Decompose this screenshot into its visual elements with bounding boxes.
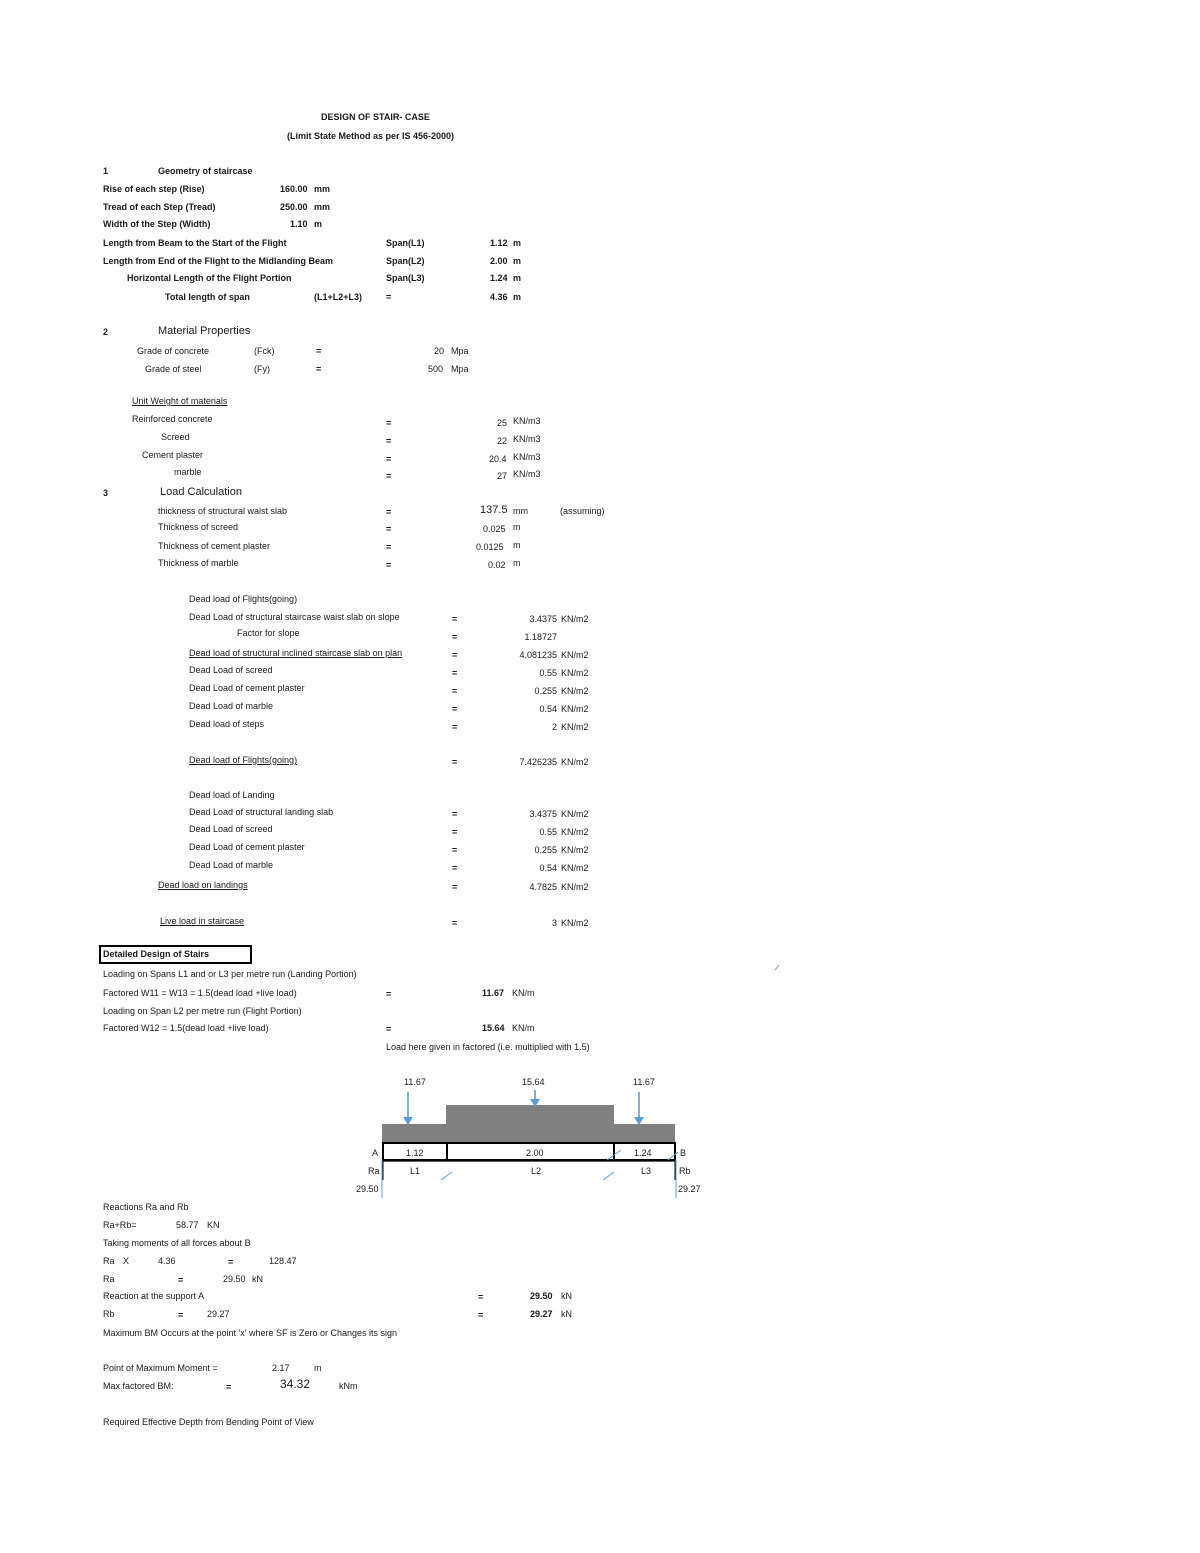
flight-total-value: 7.426235: [519, 757, 557, 767]
thk-screed-label: Thickness of screed: [158, 522, 239, 532]
span-value-2: 2.00: [526, 1148, 544, 1158]
landing-load-block-left: [382, 1124, 446, 1142]
ra-line-unit: kN: [252, 1274, 263, 1284]
flight-row-4-unit: KN/m2: [561, 668, 589, 678]
grade-steel-label: Grade of steel: [145, 364, 202, 374]
uw-marble-unit: KN/m3: [513, 469, 541, 479]
thk-waist-eq: =: [386, 507, 392, 517]
flight-row-5-value: 0.255: [534, 686, 557, 696]
point-a-label: A: [372, 1148, 379, 1158]
load-label-3: 11.67: [633, 1077, 655, 1087]
landing-row-1-value: 3.4375: [529, 809, 557, 819]
grade-concrete-symbol: (Fck): [254, 346, 275, 356]
thk-plaster-value: 0.0125: [476, 542, 504, 552]
thk-marble-value: 0.02: [488, 560, 506, 570]
support-a-label: Reaction at the support A: [103, 1291, 205, 1301]
landing-row-2-value: 0.55: [539, 827, 557, 837]
span-label-l1: L1: [410, 1166, 421, 1176]
thk-screed-value: 0.025: [483, 524, 506, 534]
load-arrow-1: [403, 1092, 413, 1125]
span-l3-value: 1.24: [490, 273, 508, 283]
uw-plaster-label: Cement plaster: [142, 450, 204, 460]
width-value: 1.10: [290, 219, 308, 229]
uw-marble-eq: =: [386, 471, 392, 481]
landing-row-3-label: Dead Load of cement plaster: [189, 842, 305, 852]
thk-waist-value: 137.5: [480, 504, 508, 516]
landing-total-unit: KN/m2: [561, 882, 589, 892]
flight-row-1-eq: =: [452, 614, 458, 624]
flight-row-6-value: 0.54: [539, 704, 557, 714]
flight-row-6-unit: KN/m2: [561, 704, 589, 714]
section-3-heading: Load Calculation: [160, 486, 242, 498]
span-l1-label: Length from Beam to the Start of the Flight: [103, 238, 287, 248]
flight-row-3-label: Dead load of structural inclined staircase slab on plan: [189, 648, 403, 658]
total-span-value: 4.36: [490, 292, 508, 302]
span-l1-value: 1.12: [490, 238, 508, 248]
max-bm-eq: =: [226, 1382, 232, 1392]
span-value-3: 1.24: [634, 1148, 652, 1158]
break-mark-4: [668, 1152, 678, 1160]
flight-row-6-eq: =: [452, 704, 458, 714]
ra-value: 29.50: [356, 1184, 379, 1194]
uw-marble-value: 27: [497, 471, 508, 481]
live-load-eq: =: [452, 918, 458, 928]
design-heading: Detailed Design of Stairs: [99, 945, 252, 964]
eq1-ra: Ra: [103, 1256, 115, 1266]
rb-right-value: 29.27: [530, 1309, 553, 1319]
flight-row-4-value: 0.55: [539, 668, 557, 678]
uw-concrete-unit: KN/m3: [513, 416, 541, 426]
thk-marble-eq: =: [386, 560, 392, 570]
thk-screed-unit: m: [513, 522, 521, 532]
max-moment-point-value: 2.17: [272, 1363, 290, 1373]
break-mark-2: [603, 1172, 614, 1180]
rb-value: 29.27: [678, 1184, 701, 1194]
width-label: Width of the Step (Width): [103, 219, 211, 229]
flight-row-3-unit: KN/m2: [561, 650, 589, 660]
width-unit: m: [314, 219, 323, 229]
load-arrow-2: [530, 1090, 540, 1107]
load-arrow-3: [634, 1092, 644, 1125]
total-span-symbol: (L1+L2+L3): [314, 292, 363, 302]
sum-unit: KN: [207, 1220, 220, 1230]
max-bm-label: Max factored BM:: [103, 1381, 174, 1391]
landing-heading: Dead load of Landing: [189, 790, 275, 800]
page-subtitle: (Limit State Method as per IS 456-2000): [287, 131, 455, 141]
support-a-eq: =: [478, 1292, 484, 1302]
span-l1-unit: m: [513, 238, 522, 248]
landing-row-2-label: Dead Load of screed: [189, 824, 273, 834]
landing-row-3-value: 0.255: [534, 845, 557, 855]
required-depth-text: Required Effective Depth from Bending Point of View: [103, 1417, 314, 1427]
live-load-value: 3: [551, 918, 557, 928]
unit-weight-heading: Unit Weight of materials: [132, 396, 228, 406]
thk-plaster-unit: m: [513, 540, 521, 550]
span-l2-symbol: Span(L2): [386, 256, 425, 266]
flight-heading: Dead load of Flights(going): [189, 594, 298, 604]
thk-waist-label: thickness of structural waist slab: [158, 506, 288, 516]
span-label-l2: L2: [531, 1166, 542, 1176]
rb-line-eq: =: [178, 1310, 184, 1320]
section-1-number: 1: [103, 166, 109, 176]
uw-screed-value: 22: [497, 436, 508, 446]
flight-row-6-label: Dead Load of marble: [189, 701, 274, 711]
uw-plaster-eq: =: [386, 454, 392, 464]
landing-row-1-unit: KN/m2: [561, 809, 589, 819]
uw-concrete-eq: =: [386, 418, 392, 428]
grade-steel-value: 500: [428, 364, 444, 374]
flight-row-7-eq: =: [452, 722, 458, 732]
support-a-unit: kN: [561, 1291, 572, 1301]
factored-w11-label: Factored W11 = W13 = 1.5(dead load +live load): [103, 988, 297, 998]
moment-text: Taking moments of all forces about B: [103, 1238, 251, 1248]
factored-w11-eq: =: [386, 989, 392, 999]
factored-w11-value: 11.67: [482, 988, 505, 998]
landing-row-4-eq: =: [452, 863, 458, 873]
sum-value: 58.77: [176, 1220, 199, 1230]
landing-row-3-unit: KN/m2: [561, 845, 589, 855]
flight-row-4-label: Dead Load of screed: [189, 665, 273, 675]
section-3-number: 3: [103, 488, 109, 498]
uw-plaster-unit: KN/m3: [513, 452, 541, 462]
max-moment-point-unit: m: [314, 1363, 322, 1373]
flight-row-3-value: 4.081235: [519, 650, 557, 660]
landing-total-value: 4.7825: [529, 882, 557, 892]
flight-row-1-unit: KN/m2: [561, 614, 589, 624]
flight-total-unit: KN/m2: [561, 757, 589, 767]
grade-concrete-unit: Mpa: [451, 346, 469, 356]
ra-line-eq: =: [178, 1275, 184, 1285]
flight-row-5-label: Dead Load of cement plaster: [189, 683, 305, 693]
rise-unit: mm: [314, 184, 331, 194]
flight-row-7-value: 2: [551, 722, 557, 732]
point-b-label: B: [680, 1148, 687, 1158]
span-l2-value: 2.00: [490, 256, 508, 266]
span-l2-unit: m: [513, 256, 522, 266]
landing-row-2-eq: =: [452, 827, 458, 837]
rb-line-value: 29.27: [207, 1309, 230, 1319]
span-l2-label: Length from End of the Flight to the Midlanding Beam: [103, 256, 333, 266]
span-l1-symbol: Span(L1): [386, 238, 425, 248]
flight-loading-text: Loading on Span L2 per metre run (Flight Portion): [103, 1006, 302, 1016]
grade-concrete-value: 20: [434, 346, 445, 356]
rb-label: Rb: [679, 1166, 691, 1176]
uw-marble-label: marble: [174, 467, 202, 477]
stray-mark: [775, 965, 779, 970]
page-title: DESIGN OF STAIR- CASE: [321, 112, 430, 122]
flight-row-4-eq: =: [452, 668, 458, 678]
ra-label: Ra: [368, 1166, 380, 1176]
eq1-moment: 128.47: [269, 1256, 297, 1266]
tread-value: 250.00: [280, 202, 308, 212]
landing-row-4-label: Dead Load of marble: [189, 860, 274, 870]
flight-row-3-eq: =: [452, 650, 458, 660]
flight-row-2-label: Factor for slope: [237, 628, 300, 638]
grade-concrete-label: Grade of concrete: [137, 346, 210, 356]
reactions-heading: Reactions Ra and Rb: [103, 1202, 189, 1212]
load-label-2: 15.64: [522, 1077, 545, 1087]
thk-plaster-label: Thickness of cement plaster: [158, 541, 271, 551]
uw-screed-label: Screed: [161, 432, 190, 442]
break-mark-1: [441, 1172, 452, 1180]
flight-row-7-unit: KN/m2: [561, 722, 589, 732]
factored-w12-label: Factored W12 = 1.5(dead load +live load): [103, 1023, 269, 1033]
section-1-heading: Geometry of staircase: [158, 166, 253, 176]
factored-w12-eq: =: [386, 1024, 392, 1034]
thk-marble-unit: m: [513, 558, 521, 568]
thk-plaster-eq: =: [386, 542, 392, 552]
flight-row-1-value: 3.4375: [529, 614, 557, 624]
uw-screed-eq: =: [386, 436, 392, 446]
factored-w12-unit: KN/m: [512, 1023, 535, 1033]
rb-right-unit: kN: [561, 1309, 572, 1319]
landing-loading-text: Loading on Spans L1 and or L3 per metre run (Landing Portion): [103, 969, 357, 979]
flight-load-block: [446, 1105, 614, 1142]
flight-total-eq: =: [452, 757, 458, 767]
landing-row-1-label: Dead Load of structural landing slab: [189, 807, 334, 817]
section-2-heading: Material Properties: [158, 325, 251, 337]
sum-label: Ra+Rb=: [103, 1220, 137, 1230]
grade-steel-symbol: (Fy): [254, 364, 270, 374]
total-span-label: Total length of span: [165, 292, 250, 302]
max-moment-point-label: Point of Maximum Moment =: [103, 1363, 218, 1373]
support-a-value: 29.50: [530, 1291, 553, 1301]
flight-row-5-unit: KN/m2: [561, 686, 589, 696]
ra-line-value: 29.50: [223, 1274, 246, 1284]
landing-row-4-value: 0.54: [539, 863, 557, 873]
span-value-1: 1.12: [406, 1148, 424, 1158]
span-label-l3: L3: [641, 1166, 652, 1176]
uw-concrete-label: Reinforced concrete: [132, 414, 213, 424]
tread-label: Tread of each Step (Tread): [103, 202, 216, 212]
live-load-label: Live load in staircase: [160, 916, 245, 926]
span-l3-symbol: Span(L3): [386, 273, 425, 283]
eq1-length: 4.36: [158, 1256, 176, 1266]
flight-row-1-label: Dead Load of structural staircase waist slab on slope: [189, 612, 400, 622]
flight-total-label: Dead load of Flights(going): [189, 755, 298, 765]
thk-marble-label: Thickness of marble: [158, 558, 239, 568]
landing-row-2-unit: KN/m2: [561, 827, 589, 837]
thk-waist-note: (assuming): [560, 506, 605, 516]
total-span-unit: m: [513, 292, 522, 302]
landing-load-block-right: [614, 1124, 675, 1142]
rise-label: Rise of each step (Rise): [103, 184, 205, 194]
flight-row-7-label: Dead load of steps: [189, 719, 265, 729]
max-bm-text: Maximum BM Occurs at the point 'x' where SF is Zero or Changes its sign: [103, 1328, 398, 1338]
live-load-unit: KN/m2: [561, 918, 589, 928]
rb-line-label: Rb: [103, 1309, 115, 1319]
flight-row-2-eq: =: [452, 632, 458, 642]
grade-steel-eq: =: [316, 364, 322, 374]
uw-concrete-value: 25: [497, 418, 508, 428]
ra-line-label: Ra: [103, 1274, 115, 1284]
span-l3-label: Horizontal Length of the Flight Portion: [127, 273, 292, 283]
rb-right-eq: =: [478, 1310, 484, 1320]
uw-plaster-value: 20.4: [489, 454, 507, 464]
thk-waist-unit: mm: [513, 506, 528, 516]
uw-screed-unit: KN/m3: [513, 434, 541, 444]
rise-value: 160.00: [280, 184, 308, 194]
total-span-eq: =: [386, 292, 392, 302]
landing-row-3-eq: =: [452, 845, 458, 855]
thk-screed-eq: =: [386, 524, 392, 534]
eq1-eq: =: [228, 1257, 234, 1267]
factored-w12-value: 15.64: [482, 1023, 505, 1033]
landing-total-label: Dead load on landings: [158, 880, 248, 890]
max-bm-unit: kNm: [339, 1381, 358, 1391]
factored-note: Load here given in factored (i.e. multiplied with 1.5): [386, 1042, 590, 1052]
grade-concrete-eq: =: [316, 346, 322, 356]
landing-row-4-unit: KN/m2: [561, 863, 589, 873]
flight-row-2-value: 1.18727: [524, 632, 557, 642]
tread-unit: mm: [314, 202, 331, 212]
landing-row-1-eq: =: [452, 809, 458, 819]
load-label-1: 11.67: [404, 1077, 426, 1087]
span-l3-unit: m: [513, 273, 522, 283]
section-2-number: 2: [103, 327, 109, 337]
factored-w11-unit: KN/m: [512, 988, 535, 998]
max-bm-value: 34.32: [280, 1377, 311, 1391]
landing-total-eq: =: [452, 882, 458, 892]
eq1-x: X: [123, 1256, 130, 1266]
flight-row-5-eq: =: [452, 686, 458, 696]
grade-steel-unit: Mpa: [451, 364, 469, 374]
